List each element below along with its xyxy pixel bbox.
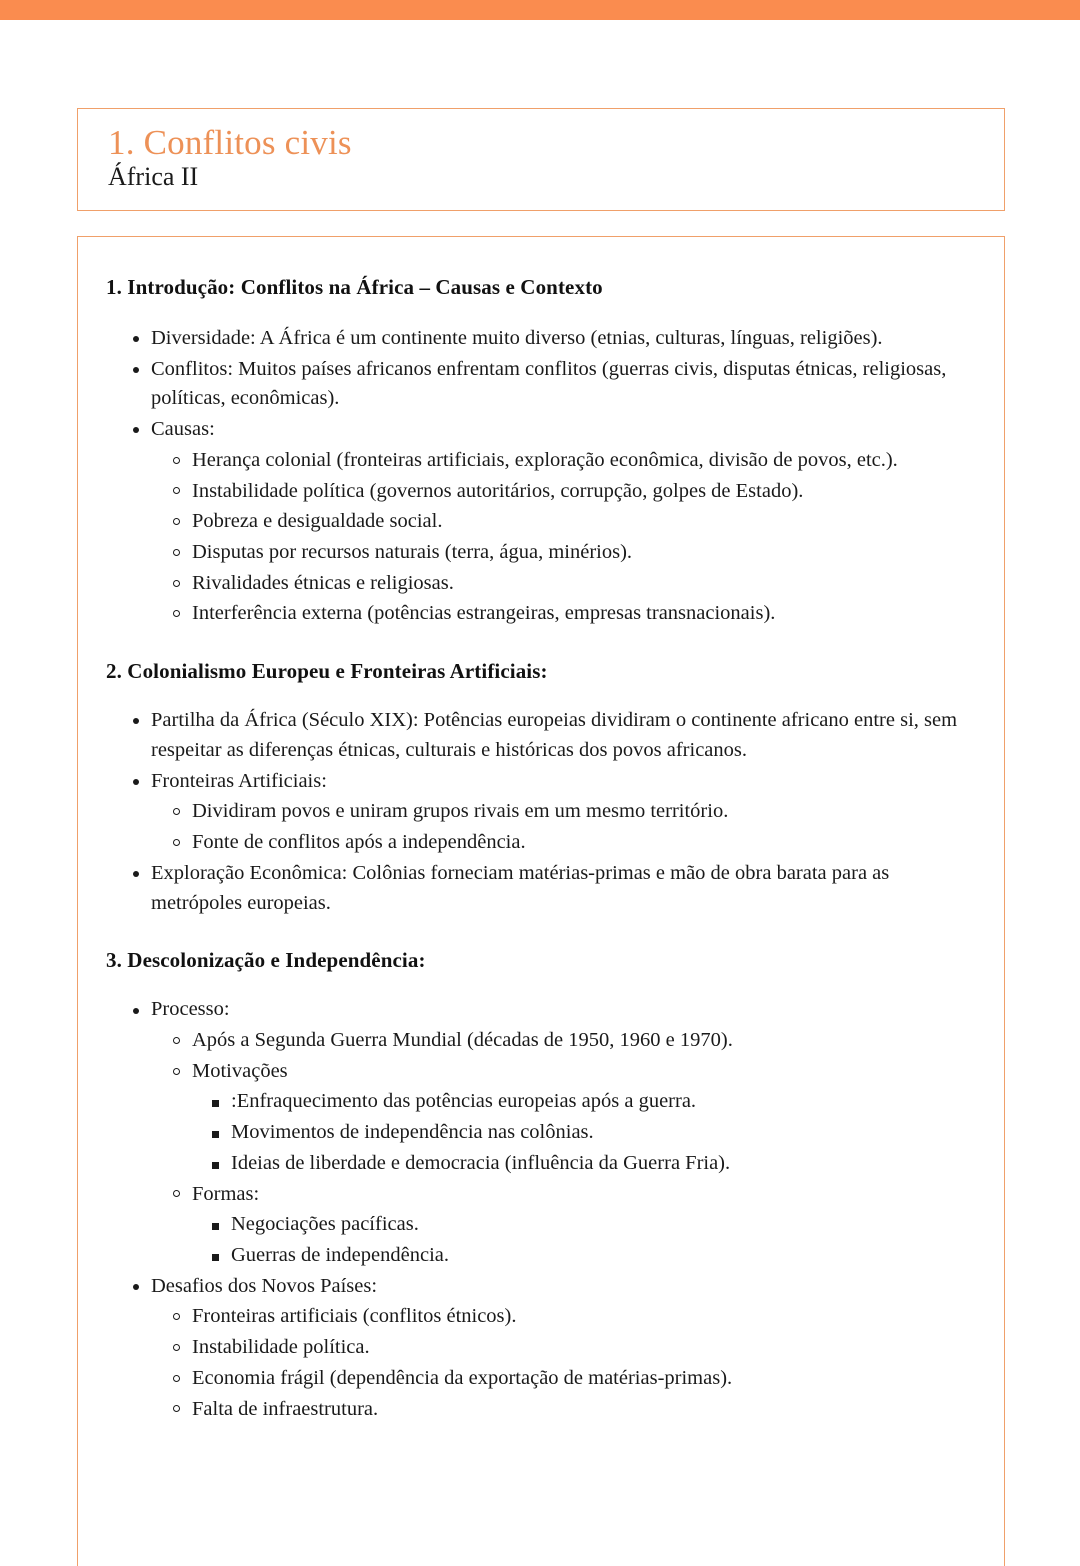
list-item: [151, 507, 978, 537]
list-item: [151, 569, 978, 599]
bullet-circle-icon: [173, 487, 180, 494]
list-item: [192, 1210, 978, 1240]
bullet-circle-icon: [173, 1313, 180, 1320]
outline-list-level-1: [106, 706, 978, 918]
list-item-text: Disputas por recursos naturais (terra, água, minérios).: [192, 541, 633, 564]
bullet-square-icon: [212, 1162, 219, 1169]
bullet-square-icon: [212, 1100, 219, 1107]
list-item-text: Herança colonial (fronteiras artificiais, exploração econômica, divisão de povos, etc.).: [192, 448, 898, 471]
page-subtitle: África II: [108, 162, 199, 192]
bullet-circle-icon: [173, 808, 180, 815]
bullet-circle-icon: [173, 1375, 180, 1382]
list-item-text: Ideias de liberdade e democracia (influência da Guerra Fria).: [231, 1151, 731, 1174]
list-item: [151, 1057, 978, 1179]
list-item: [151, 1395, 978, 1425]
document-section: [106, 659, 978, 918]
outline-list-level-1: [106, 324, 978, 629]
section-heading: 3. Descolonização e Independência:: [106, 948, 426, 973]
bullet-circle-icon: [173, 1037, 180, 1044]
outline-list-level-1: [106, 995, 978, 1424]
list-item-text: Falta de infraestrutura.: [192, 1397, 379, 1420]
outline-list-level-2: [151, 797, 978, 857]
section-heading: 2. Colonialismo Europeu e Fronteiras Artificiais:: [106, 659, 548, 684]
list-item-text: :Enfraquecimento das potências europeias após a guerra.: [231, 1090, 697, 1113]
list-item: [192, 1149, 978, 1179]
list-item: [106, 767, 978, 858]
bullet-disc-icon: [133, 1284, 139, 1290]
list-item: [151, 477, 978, 507]
list-item: [151, 538, 978, 568]
outline-list-level-2: [151, 1302, 978, 1424]
section-heading: 1. Introdução: Conflitos na África – Causas e Contexto: [106, 275, 603, 299]
list-item-text: Fronteiras artificiais (conflitos étnicos).: [192, 1305, 517, 1328]
bullet-disc-icon: [133, 336, 139, 342]
bullet-circle-icon: [173, 457, 180, 464]
content-box-inner: [78, 237, 1004, 1424]
bullet-circle-icon: [173, 1068, 180, 1075]
list-item-text: Instabilidade política (governos autoritários, corrupção, golpes de Estado).: [192, 479, 804, 502]
list-item: [106, 706, 978, 765]
list-item-text: Após a Segunda Guerra Mundial (décadas de 1950, 1960 e 1970).: [192, 1028, 733, 1051]
list-item: [106, 1272, 978, 1425]
bullet-circle-icon: [173, 1405, 180, 1412]
document-page: [0, 20, 1080, 1528]
bullet-circle-icon: [173, 1344, 180, 1351]
list-item-text: Formas:: [192, 1182, 260, 1205]
bullet-square-icon: [212, 1254, 219, 1261]
bullet-disc-icon: [133, 1008, 139, 1014]
title-box: [77, 108, 1005, 211]
bullet-disc-icon: [133, 718, 139, 724]
bullet-circle-icon: [173, 580, 180, 587]
list-item-text: Diversidade: A África é um continente muito diverso (etnias, culturas, línguas, religiões).: [151, 327, 883, 349]
list-item-text: Conflitos: Muitos países africanos enfrentam conflitos (guerras civis, disputas étnicas, religiosas, políticas, econômicas).: [151, 357, 947, 410]
bullet-circle-icon: [173, 549, 180, 556]
list-item-text: Dividiram povos e uniram grupos rivais em um mesmo território.: [192, 800, 729, 823]
bullet-disc-icon: [133, 871, 139, 877]
bullet-square-icon: [212, 1131, 219, 1138]
list-item: [106, 415, 978, 629]
list-item-text: Exploração Econômica: Colônias forneciam matérias-primas e mão de obra barata para as metrópoles europeias.: [151, 861, 890, 914]
list-item-text: Rivalidades étnicas e religiosas.: [192, 571, 454, 594]
list-item: [192, 1118, 978, 1148]
bullet-disc-icon: [133, 427, 139, 433]
list-item-text: Causas:: [151, 418, 215, 441]
list-item-text: Pobreza e desigualdade social.: [192, 510, 443, 533]
bullet-circle-icon: [173, 518, 180, 525]
list-item: [151, 1364, 978, 1394]
list-item: [151, 828, 978, 858]
list-item-text: Guerras de independência.: [231, 1243, 449, 1266]
list-item: [106, 324, 978, 354]
list-item-text: Fonte de conflitos após a independência.: [192, 831, 526, 854]
top-accent-bar: [0, 0, 1080, 20]
list-item: [151, 1302, 978, 1332]
outline-list-level-2: [151, 446, 978, 629]
list-item: [151, 599, 978, 629]
list-item-text: Movimentos de independência nas colônias.: [231, 1121, 594, 1144]
list-item: [106, 355, 978, 414]
bullet-circle-icon: [173, 839, 180, 846]
list-item-text: Desafios dos Novos Países:: [151, 1274, 378, 1297]
list-item: [151, 446, 978, 476]
content-box: [77, 236, 1005, 1566]
list-item-text: Motivações: [192, 1059, 288, 1082]
list-item-text: Processo:: [151, 998, 230, 1021]
list-item: [192, 1087, 978, 1117]
page-title: 1. Conflitos civis: [108, 123, 352, 162]
list-item-text: Instabilidade política.: [192, 1336, 370, 1359]
title-box-inner: [78, 109, 1004, 192]
sections-container: [106, 275, 978, 1424]
list-item-text: Negociações pacíficas.: [231, 1213, 419, 1236]
list-item: [192, 1241, 978, 1271]
bullet-disc-icon: [133, 367, 139, 373]
bullet-circle-icon: [173, 610, 180, 617]
document-section: [106, 275, 978, 629]
list-item: [151, 1026, 978, 1056]
bullet-square-icon: [212, 1223, 219, 1230]
outline-list-level-2: [151, 1026, 978, 1271]
list-item-text: Partilha da África (Século XIX): Potências europeias dividiram o continente africano entre si, sem respeitar as diferenças étnicas, culturais e históricas dos povos africanos.: [151, 709, 958, 761]
document-section: [106, 948, 978, 1424]
bullet-disc-icon: [133, 779, 139, 785]
list-item: [106, 859, 978, 918]
list-item: [106, 995, 978, 1270]
list-item-text: Fronteiras Artificiais:: [151, 769, 327, 792]
bullet-circle-icon: [173, 1190, 180, 1197]
list-item: [151, 1333, 978, 1363]
outline-list-level-3: [192, 1087, 978, 1178]
list-item: [151, 797, 978, 827]
outline-list-level-3: [192, 1210, 978, 1270]
list-item-text: Interferência externa (potências estrangeiras, empresas transnacionais).: [192, 602, 776, 625]
list-item-text: Economia frágil (dependência da exportação de matérias-primas).: [192, 1366, 733, 1389]
list-item: [151, 1180, 978, 1271]
